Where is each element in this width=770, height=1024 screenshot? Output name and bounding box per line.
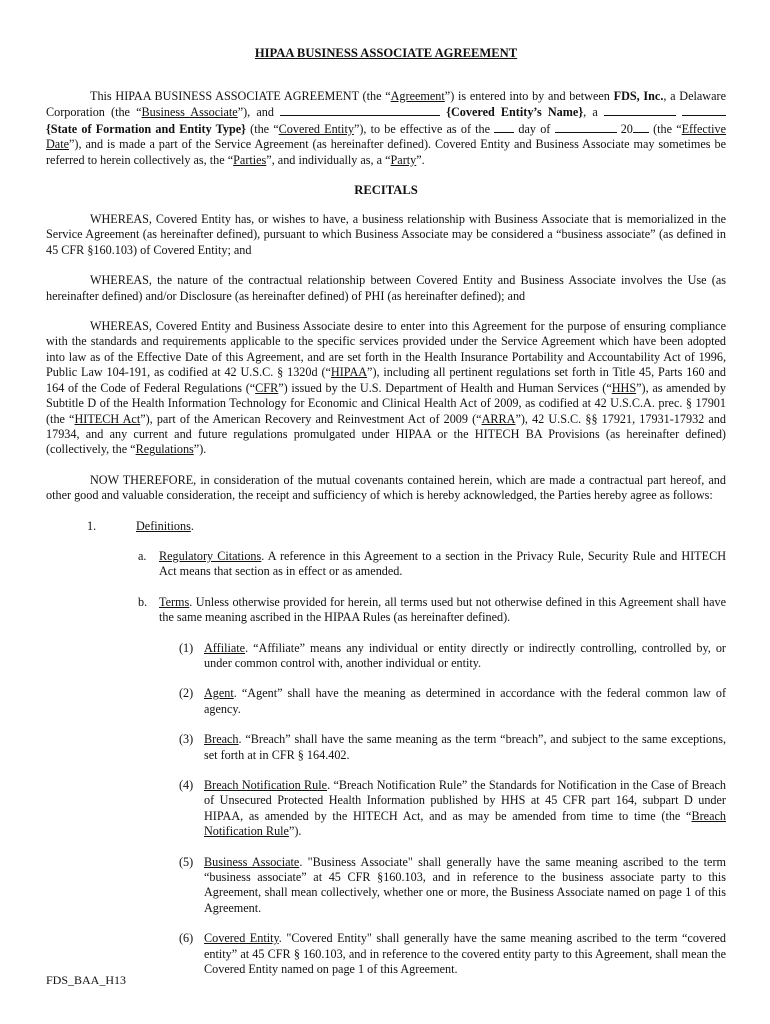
state-blank xyxy=(604,104,676,116)
intro-text: 20 xyxy=(616,121,633,136)
covered-entity-name-placeholder: {Covered Entity’s Name} xyxy=(446,105,584,120)
section-title: Definitions xyxy=(136,518,191,533)
defined-term-effective-date: Effective Date xyxy=(46,121,727,152)
recital-text: ”), including all pertinent regulations set forth in Title 45, Parts 160 and 164 of the Code of Federal Regulations (“ xyxy=(46,365,727,395)
state-blank-2 xyxy=(682,104,726,116)
definition-breach xyxy=(46,732,726,763)
section-title-period: . xyxy=(190,518,194,533)
intro-text: ”), and is made a part of the Service Agreement (as hereinafter defined). Covered Entity and Business Associate may sometimes be referred to herein collectively as, the “ xyxy=(46,137,726,167)
definition-title: Breach xyxy=(204,732,239,747)
definition-text: ”). xyxy=(288,824,302,839)
definition-title: Affiliate xyxy=(204,640,246,655)
definition-label: (6) xyxy=(179,931,194,946)
definition-label: (2) xyxy=(179,686,194,701)
intro-text: , a Delaware Corporation (the “ xyxy=(46,89,726,120)
definition-label: (1) xyxy=(179,640,194,655)
recital-text: ”), part of the American Recovery and Reinvestment Act of 2009 (“ xyxy=(140,411,482,426)
item-label: b. xyxy=(138,594,148,609)
definition-text: . “Breach” shall have the same meaning as the term “breach”, and subject to the same exceptions, set forth at in CFR § 164.402. xyxy=(204,732,726,762)
definition-business-associate xyxy=(46,855,726,917)
document-title: HIPAA BUSINESS ASSOCIATE AGREEMENT xyxy=(254,46,518,60)
item-title: Regulatory Citations xyxy=(159,548,262,563)
recital-text: WHEREAS, Covered Entity and Business Associate desire to enter into this Agreement for the purpose of ensuring compliance with the standards and requirements applicable to the specific services provided under the Service Agreement which have been adopted into law as of the Effective Date of this Agreement, and are set forth in the Health Insurance Portability and Accountability Act of 1996, Public Law 104-191, as codified at 42 U.S.C. § 1320d (“ xyxy=(46,319,726,380)
defined-term-parties: Parties xyxy=(233,152,267,167)
defined-term-hitech-act: HITECH Act xyxy=(74,411,141,426)
state-entity-type-placeholder: {State of Formation and Entity Type} xyxy=(46,121,246,136)
section-1-definitions xyxy=(46,519,726,534)
intro-text: , a xyxy=(583,105,604,120)
intro-text: ”, and individually as, a “ xyxy=(266,152,391,167)
intro-text: (the “ xyxy=(245,121,279,136)
definition-title: Breach Notification Rule xyxy=(204,778,328,792)
intro-text: ”) is entered into by and between xyxy=(444,89,614,103)
page-footer: FDS_BAA_H13 xyxy=(46,973,127,987)
definition-text: . “Breach Notification Rule” the Standards for Notification in the Case of Breach of Unsecured Protected Health Information published by HHS at 45 CFR part 164, subpart D under HIPAA, as amended by the HITECH Act, and as may be amended from time to time (the “ xyxy=(204,778,727,823)
section-number: 1. xyxy=(87,518,97,533)
definition-title: Covered Entity xyxy=(204,931,279,946)
recital-text: ”). xyxy=(193,442,207,457)
defined-term-party: Party xyxy=(390,152,417,167)
definition-breach-notification-rule xyxy=(46,778,726,840)
party-name-fds: FDS, Inc. xyxy=(613,89,664,103)
item-label: a. xyxy=(138,548,147,563)
definition-affiliate xyxy=(46,641,726,672)
definition-text: . "Covered Entity" shall generally have the same meaning ascribed to the term “covered entity” at 45 CFR § 160.103, and in reference to the covered entity party to this Agreement, shall mean the Covered Entity named on page 1 of this Agreement. xyxy=(204,931,726,977)
intro-paragraph xyxy=(46,89,726,168)
intro-text: (the “ xyxy=(648,121,682,136)
defined-term-cfr: CFR xyxy=(255,380,279,395)
defined-term-agreement: Agreement xyxy=(390,89,445,103)
item-text: . A reference in this Agreement to a section in the Privacy Rule, Security Rule and HITECH Act means that section as in effect or as amended. xyxy=(159,548,727,579)
recital-text: ”), as amended by Subtitle D of the Health Information Technology for Economic and Clinical Health Act of 2009, as codified at 42 U.S.C.A. prec. § 17901 (the “ xyxy=(46,380,726,426)
definition-agent xyxy=(46,686,726,717)
item-title: Terms xyxy=(159,594,190,609)
defined-term-covered-entity: Covered Entity xyxy=(278,121,354,136)
intro-text: This HIPAA BUSINESS ASSOCIATE AGREEMENT (the “ xyxy=(90,89,391,103)
item-text: . Unless otherwise provided for herein, all terms used but not otherwise defined in this Agreement shall have the same meaning ascribed in the HIPAA Rules (as hereinafter defined). xyxy=(159,594,726,625)
definition-label: (4) xyxy=(179,778,194,792)
recital-2: WHEREAS, the nature of the contractual relationship between Covered Entity and Business Associate involves the Use (as hereinafter defined) and/or Disclosure (as hereinafter defined) of PHI (as hereinafter defined); and xyxy=(46,273,726,303)
definition-text: . "Business Associate" shall generally have the same meaning ascribed to the term “business associate” at 45 CFR §160.103, and in reference to the business associate party to this Agreement, shall mean collectively, whether one or more, the Business Associate named on page 1 of this Agreement. xyxy=(204,854,726,915)
intro-text: ”. xyxy=(416,152,425,167)
item-b-terms xyxy=(46,595,726,626)
day-blank xyxy=(494,121,514,133)
definition-text: . “Affiliate” means any individual or entity directly or indirectly controlling, controlled by, or under common control with, another individual or entity. xyxy=(204,640,726,670)
now-therefore-paragraph: NOW THEREFORE, in consideration of the mutual covenants contained herein, which are made a contractual part hereof, and other good and valuable consideration, the receipt and sufficiency of which is hereby acknowledged, the Parties hereby agree as follows: xyxy=(46,472,726,503)
item-a-regulatory-citations xyxy=(46,549,726,580)
recital-text: ”) issued by the U.S. Department of Health and Human Services (“ xyxy=(278,380,612,395)
year-blank xyxy=(633,121,649,133)
defined-term-hhs: HHS xyxy=(611,380,637,395)
definition-label: (5) xyxy=(179,854,194,869)
intro-text: ”), to be effective as of the xyxy=(353,121,495,136)
covered-entity-name-blank xyxy=(280,104,440,116)
definition-label: (3) xyxy=(179,732,194,747)
document-page xyxy=(46,46,726,992)
defined-term-hipaa: HIPAA xyxy=(330,365,368,380)
defined-term-regulations: Regulations xyxy=(135,442,194,457)
intro-text: day of xyxy=(514,121,555,136)
defined-term-breach-notification-rule: Breach Notification Rule xyxy=(204,808,726,839)
intro-text: ”), and xyxy=(237,105,281,120)
definition-title: Agent xyxy=(204,686,234,701)
recital-3 xyxy=(46,319,726,458)
recitals-heading: RECITALS xyxy=(354,183,418,198)
definition-covered-entity xyxy=(46,931,726,977)
defined-term-arra: ARRA xyxy=(481,411,516,426)
month-blank xyxy=(555,121,617,133)
definition-title: Business Associate xyxy=(204,854,300,869)
definition-text: . “Agent” shall have the meaning as determined in accordance with the federal common law of agency. xyxy=(204,686,726,716)
defined-term-business-associate: Business Associate xyxy=(141,105,238,120)
recital-text: ”), 42 U.S.C. §§ 17921, 17931-17932 and 17934, and any current and future regulations promulgated under HIPAA or the HITECH BA Provisions (as hereinafter defined) (collectively, the “ xyxy=(46,411,726,457)
recital-1: WHEREAS, Covered Entity has, or wishes to have, a business relationship with Business Associate that is memorialized in the Service Agreement (as hereinafter defined), pursuant to which Business Associate may be considered a “business associate” (as defined in 45 CFR §160.103) of Covered Entity; and xyxy=(46,212,726,257)
